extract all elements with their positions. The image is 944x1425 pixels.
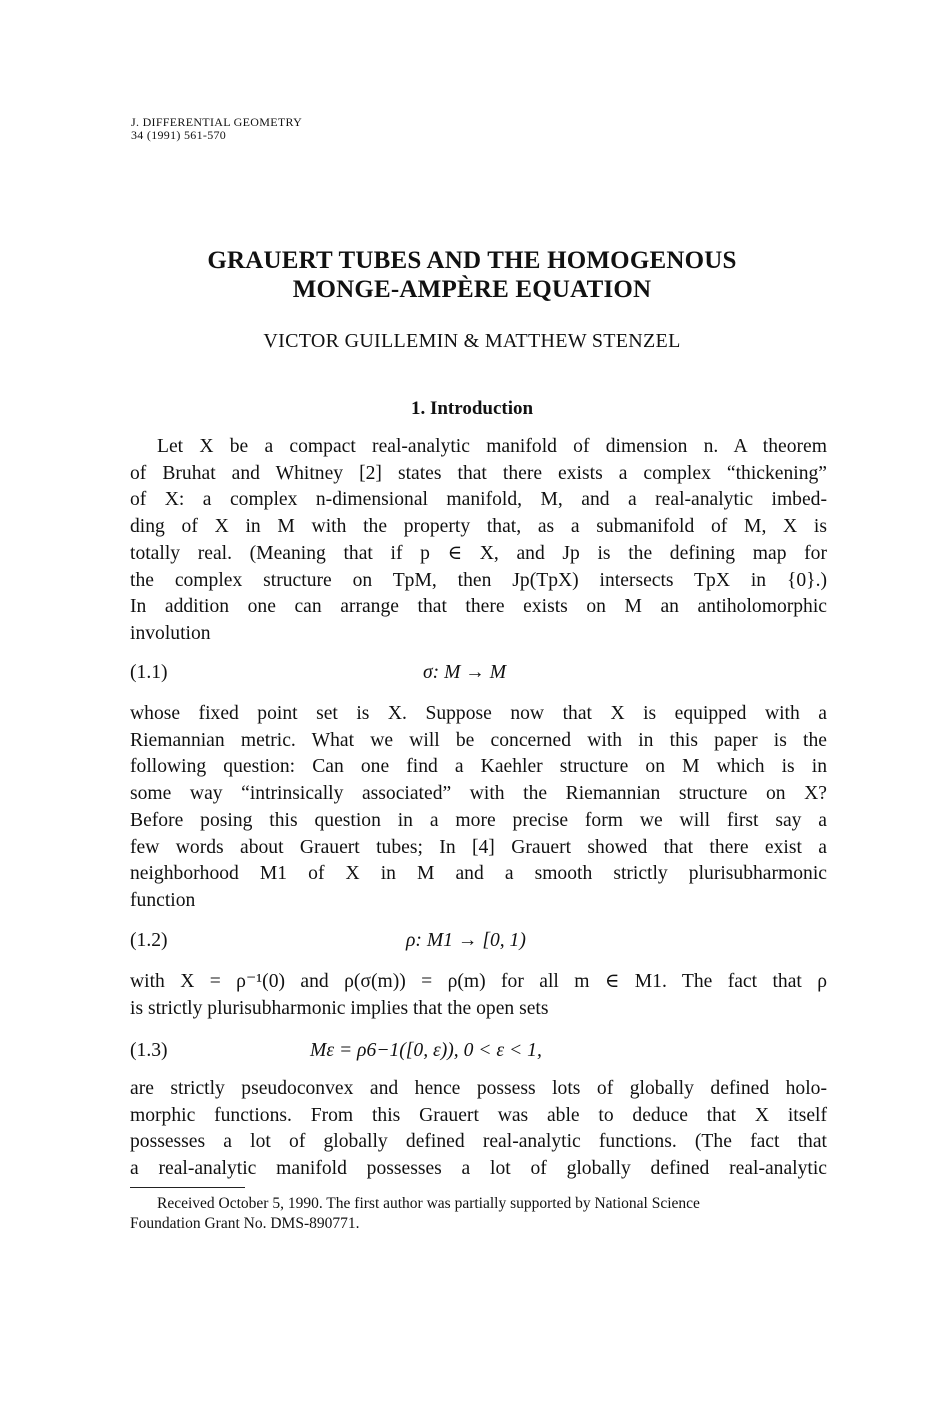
equation-1-2 <box>130 930 827 956</box>
text-line: is strictly plurisubharmonic implies that the open sets <box>130 997 549 1019</box>
text-line: involution <box>130 622 211 644</box>
paragraph-2 <box>130 701 827 915</box>
equation-body: σ: M → M <box>423 662 507 683</box>
equation-1-3 <box>130 1040 827 1066</box>
footnote <box>130 1194 827 1234</box>
footnote-line-1: Received October 5, 1990. The first author was partially supported by National Science <box>157 1195 700 1212</box>
text-line: totally real. (Meaning that if p ∈ X, and Jp is the defining map for <box>130 542 827 564</box>
title-line-2: MONGE-AMPÈRE EQUATION <box>292 276 652 303</box>
equation-number: (1.1) <box>130 662 168 683</box>
equation-number: (1.2) <box>130 930 168 951</box>
text-line: neighborhood M1 of X in M and a smooth strictly plurisubharmonic <box>130 863 827 885</box>
text-line: of X: a complex n-dimensional manifold, M, and a real-analytic imbed- <box>130 489 827 511</box>
text-line: are strictly pseudoconvex and hence possess lots of globally defined holo- <box>130 1078 827 1099</box>
intro-paragraph <box>130 434 827 648</box>
journal-name: J. DIFFERENTIAL GEOMETRY <box>131 115 303 129</box>
text-line: function <box>130 889 196 911</box>
equation-body: ρ: M1 → [0, 1) <box>406 930 526 951</box>
text-line: Riemannian metric. What we will be concerned with in this paper is the <box>130 729 827 751</box>
journal-header <box>131 116 302 142</box>
paper-title <box>0 246 944 304</box>
text-line: few words about Grauert tubes; In [4] Grauert showed that there exist a <box>130 836 827 858</box>
equation-number: (1.3) <box>130 1040 168 1061</box>
footnote-line-2: Foundation Grant No. DMS-890771. <box>130 1215 360 1232</box>
journal-citation: 34 (1991) 561-570 <box>131 128 227 142</box>
title-line-1: GRAUERT TUBES AND THE HOMOGENOUS <box>207 247 737 274</box>
paragraph-4 <box>130 1076 827 1183</box>
text-line: possesses a lot of globally defined real-analytic functions. (The fact that <box>130 1131 827 1153</box>
section-heading: 1. Introduction <box>410 398 534 419</box>
text-line: ding of X in M with the property that, as a submanifold of M, X is <box>130 516 827 538</box>
text-line: morphic functions. From this Grauert was able to deduce that X itself <box>130 1104 827 1126</box>
text-line: with X = ρ⁻¹(0) and ρ(σ(m)) = ρ(m) for all m ∈ M1. The fact that ρ <box>130 971 827 992</box>
equation-body: Mε = ρ6−1([0, ε)), 0 < ε < 1, <box>310 1040 542 1061</box>
footnote-rule <box>130 1187 245 1188</box>
text-line: Before posing this question in a more precise form we will first say a <box>130 809 827 831</box>
text-line: following question: Can one find a Kaehler structure on M which is in <box>130 756 827 778</box>
text-line: some way “intrinsically associated” with the Riemannian structure on X? <box>130 783 827 805</box>
paragraph-3 <box>130 969 827 1022</box>
authors: VICTOR GUILLEMIN & MATTHEW STENZEL <box>263 330 681 352</box>
text-line: a real-analytic manifold possesses a lot of globally defined real-analytic <box>130 1158 827 1180</box>
text-line: the complex structure on TpM, then Jp(TpX) intersects TpX in {0}.) <box>130 569 827 591</box>
text-line: Let X be a compact real-analytic manifold of dimension n. A theorem <box>157 436 827 457</box>
text-line: whose fixed point set is X. Suppose now that X is equipped with a <box>130 703 827 724</box>
text-line: In addition one can arrange that there exists on M an antiholomorphic <box>130 596 827 618</box>
text-line: of Bruhat and Whitney [2] states that there exists a complex “thickening” <box>130 462 827 484</box>
equation-1-1 <box>130 662 827 688</box>
